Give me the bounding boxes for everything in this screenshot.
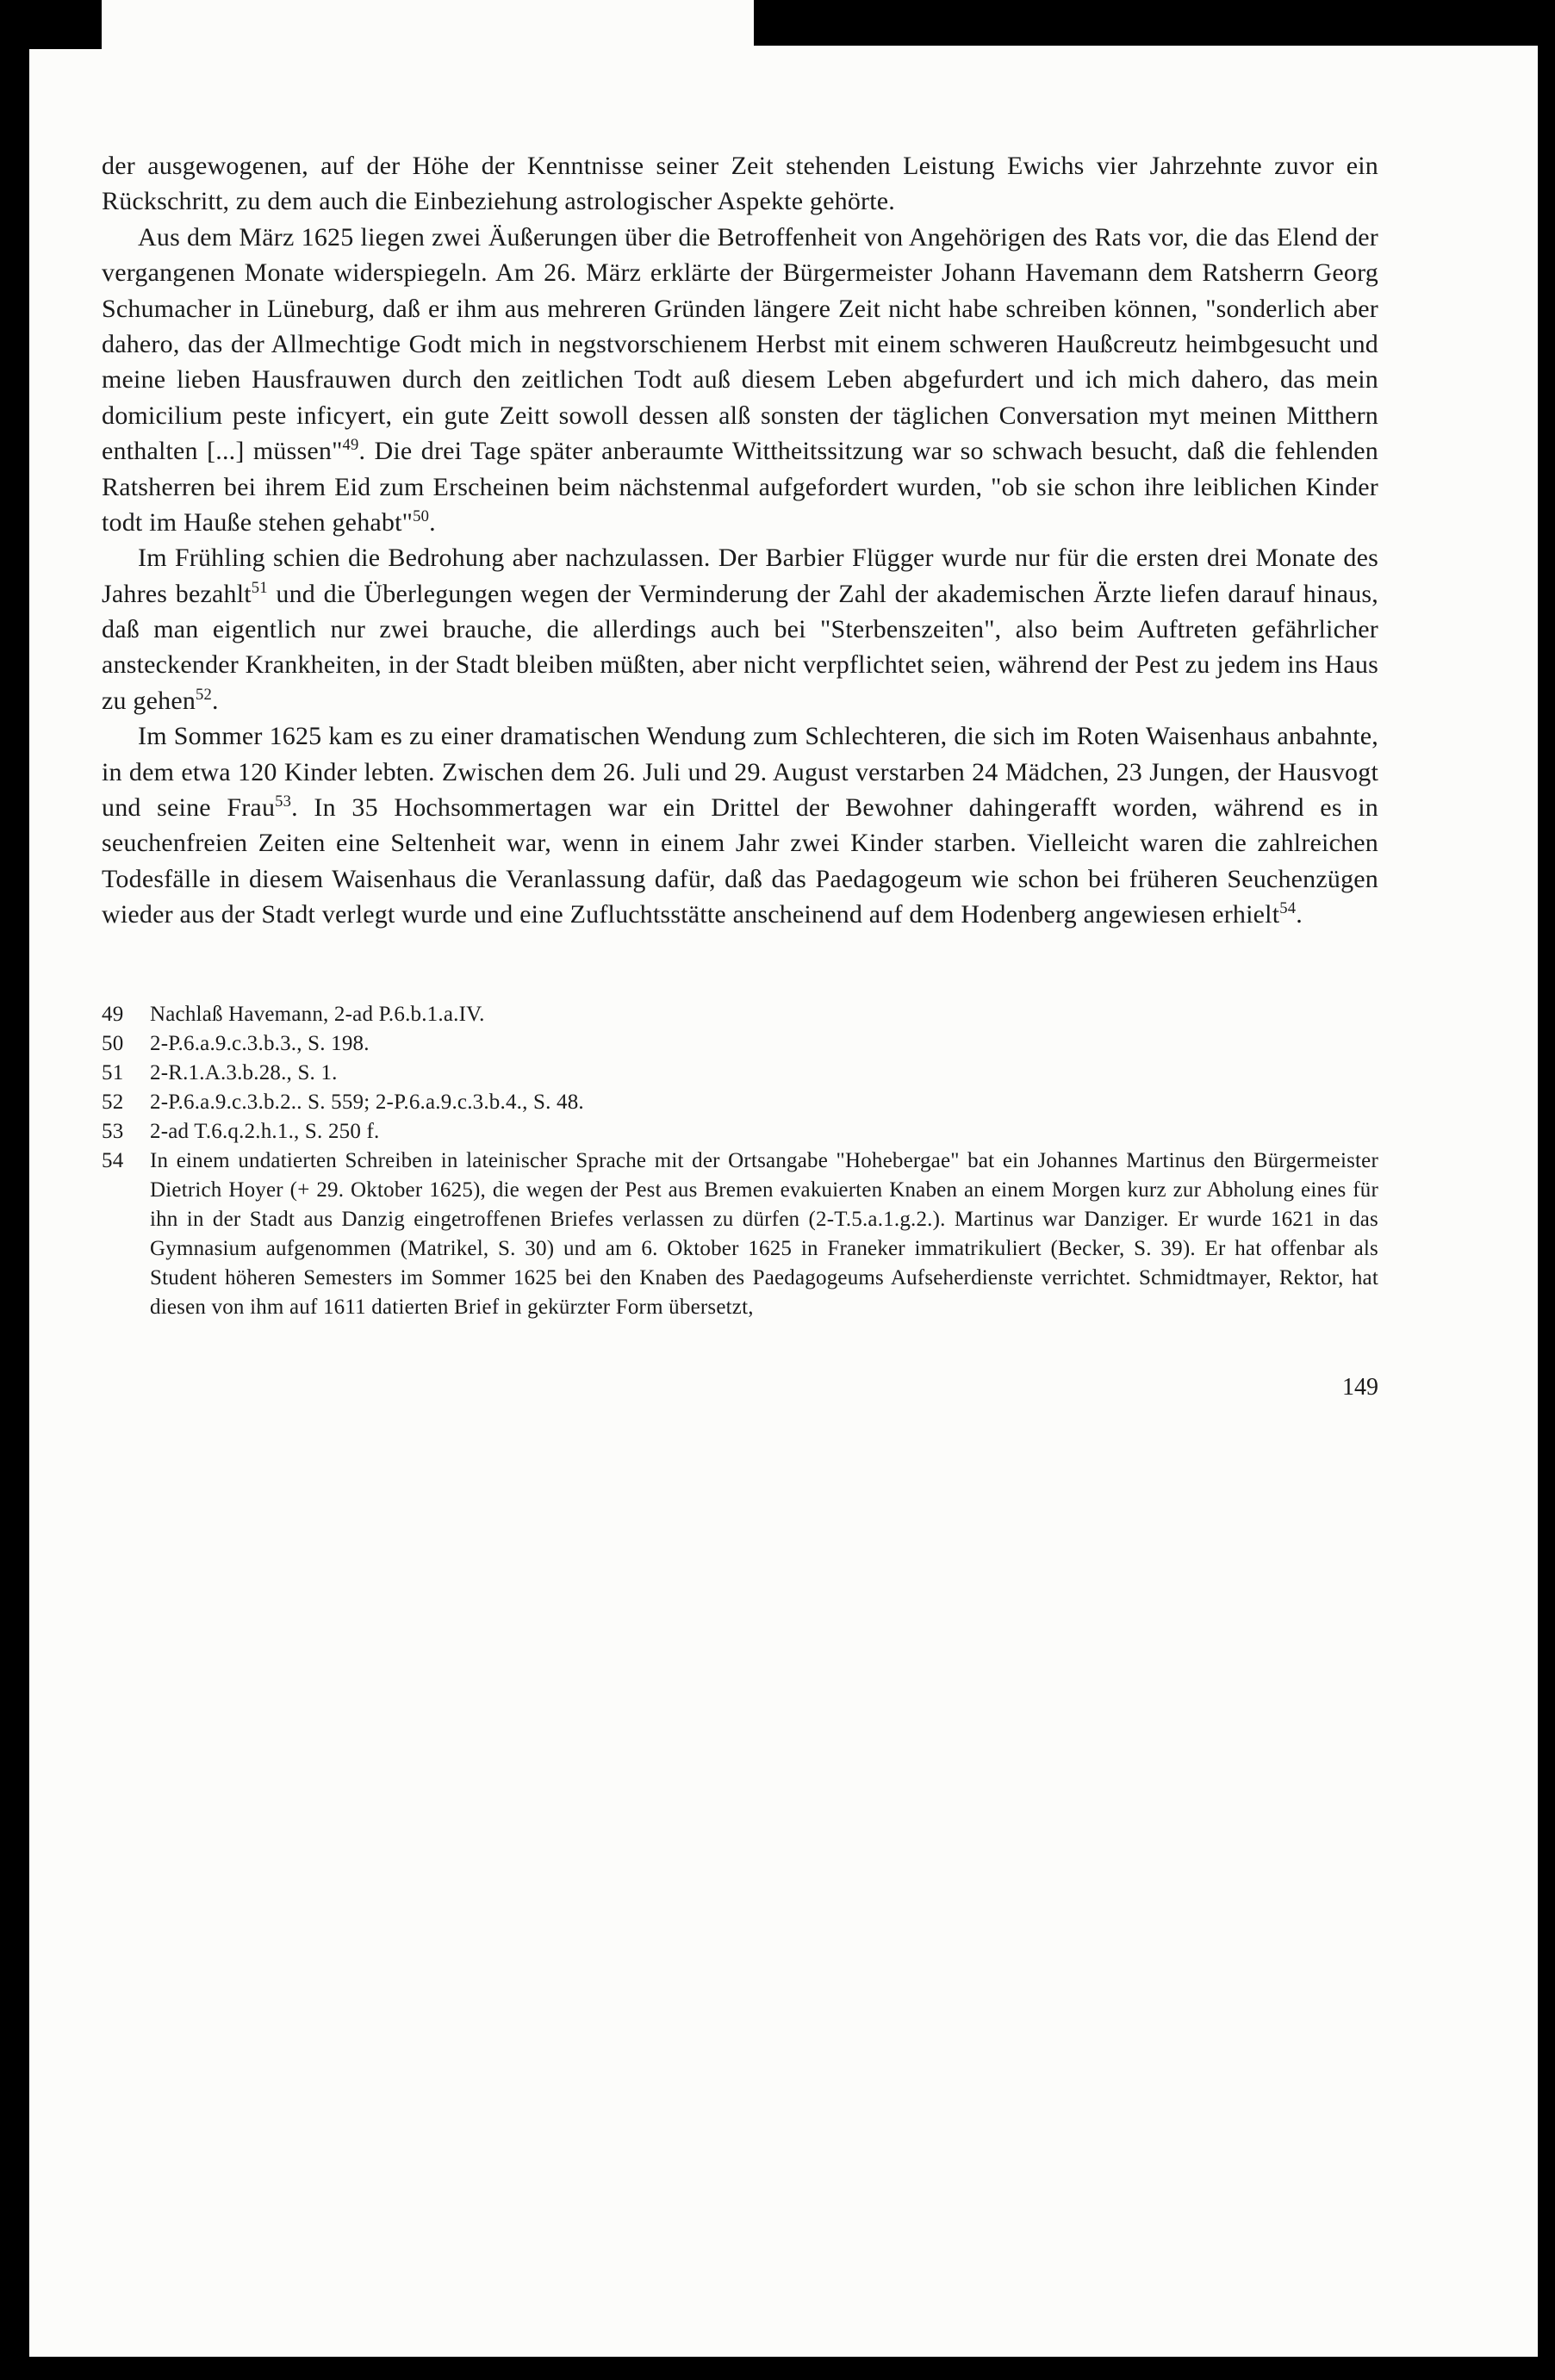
paragraph-text: Im Sommer 1625 kam es zu einer dramatischen Wendung zum Schlechteren, die sich im Roten Waisenhaus anbahnte, in dem etwa 120 Kinder lebten. Zwischen dem 26. Juli und 29. August verstarben 24 Mädchen, 23 Jungen, der Hausvogt und seine Frau [102, 722, 1378, 823]
footnote-text: 2-P.6.a.9.c.3.b.2.. S. 559; 2-P.6.a.9.c.3.b.4., S. 48. [150, 1090, 584, 1114]
footnote-number: 49 [102, 1002, 124, 1026]
footnote-text: 2-P.6.a.9.c.3.b.3., S. 198. [150, 1031, 370, 1055]
scan-artifact-bottom-edge [0, 2357, 1555, 2380]
paragraph-text: der ausgewogenen, auf der Höhe der Kenntnisse seiner Zeit stehenden Leistung Ewichs vier Jahrzehnte zuvor ein Rückschritt, zu dem auch die Einbeziehung astrologischer Aspekte gehörte. [102, 152, 1378, 216]
footnote-text: In einem undatierten Schreiben in lateinischer Sprache mit der Ortsangabe "Hohebergae" bat ein Johannes Martinus den Bürgermeister Dietrich Hoyer (+ 29. Oktober 1625), die wegen der Pest aus Bremen evakuierten Knaben an einem Morgen kurz zur Abholung eines für ihn in der Stadt aus Danzig eingetroffenen Briefes verlassen zu dürfen (2-T.5.a.1.g.2.). Martinus war Danziger. Er wurde 1621 in das Gymnasium aufgenommen (Matrikel, S. 30) und am 6. Oktober 1625 in Franeker immatrikuliert (Becker, S. 39). Er hat offenbar als Student höheren Semesters im Sommer 1625 bei den Knaben des Paedagogeums Aufseherdienste verrichtet. Schmidtmayer, Rektor, hat diesen von ihm auf 1611 datierten Brief in gekürzter Form übersetzt, [150, 1148, 1378, 1319]
footnote-number: 51 [102, 1060, 124, 1084]
paragraph-text: . [1296, 900, 1303, 929]
footnote-ref-52: 52 [196, 685, 213, 704]
footnote-number: 54 [102, 1148, 124, 1172]
body-paragraph-2 [102, 220, 1378, 541]
paragraph-text: . In 35 Hochsommertagen war ein Drittel der Bewohner dahingerafft worden, während es in seuchenfreien Zeiten eine Seltenheit war, wenn in einem Jahr zwei Kinder starben. Vielleicht waren die zahlreichen Todesfälle in diesem Waisenhaus die Veranlassung dafür, daß das Paedagogeum wie schon bei früheren Seuchenzügen wieder aus der Stadt verlegt wurde und eine Zufluchtsstätte anscheinend auf dem Hodenberg angewiesen erhielt [102, 793, 1378, 929]
scan-artifact-top-right-band [754, 0, 1555, 46]
footnotes-section [102, 1000, 1378, 1322]
body-paragraph-4 [102, 718, 1378, 932]
page-number: 149 [1342, 1373, 1378, 1401]
footnote-53 [102, 1117, 1378, 1147]
scan-artifact-right-edge [1538, 0, 1555, 2380]
body-paragraph-3 [102, 540, 1378, 718]
footnote-49 [102, 1000, 1378, 1029]
footnote-ref-53: 53 [275, 792, 292, 811]
footnote-50 [102, 1029, 1378, 1059]
text-block [102, 148, 1378, 1401]
footnote-text: 2-R.1.A.3.b.28., S. 1. [150, 1060, 338, 1084]
paragraph-text: . [429, 507, 436, 537]
paragraph-text: und die Überlegungen wegen der Verminderung der Zahl der akademischen Ärzte liefen darauf hinaus, daß man eigentlich nur zwei brauche, die allerdings auch bei "Sterbenszeiten", also beim Auftreten gefährlicher ansteckender Krankheiten, in der Stadt bleiben müßten, aber nicht verpflichtet seien, während der Pest zu jedem ins Haus zu gehen [102, 579, 1378, 715]
footnote-ref-50: 50 [413, 506, 430, 525]
footnote-51 [102, 1059, 1378, 1088]
footnote-ref-49: 49 [342, 436, 359, 455]
body-paragraph-1 [102, 148, 1378, 220]
footnote-ref-51: 51 [251, 578, 268, 597]
paragraph-text: . [212, 686, 219, 715]
footnote-text: Nachlaß Havemann, 2-ad P.6.b.1.a.IV. [150, 1002, 485, 1026]
footnote-number: 50 [102, 1031, 124, 1055]
paragraph-text: Im Frühling schien die Bedrohung aber nachzulassen. Der Barbier Flügger wurde nur für die ersten drei Monate des Jahres bezahlt [102, 544, 1378, 608]
footnote-number: 53 [102, 1119, 124, 1143]
footnote-52 [102, 1088, 1378, 1117]
footnote-54 [102, 1147, 1378, 1322]
footnote-ref-54: 54 [1279, 899, 1297, 918]
footnote-number: 52 [102, 1090, 124, 1114]
paragraph-text: Aus dem März 1625 liegen zwei Äußerungen über die Betroffenheit von Angehörigen des Rats vor, die das Elend der vergangenen Monate widerspiegeln. Am 26. März erklärte der Bürgermeister Johann Havemann dem Ratsherrn Georg Schumacher in Lüneburg, daß er ihm aus mehreren Gründen längere Zeit nicht habe schreiben können, "sonderlich aber dahero, das der Allmechtige Godt mich in negstvorschienem Herbst mit einem schweren Haußcreutz heimbgesucht und meine lieben Hausfrauwen durch den zeitlichen Todt auß diesem Leben abgefurdert und ich mich dahero, das mein domicilium peste inficyert, ein gute Zeitt sowoll dessen alß sonsten der täglichen Conversation myt meinen Mitthern enthalten [...] müssen" [102, 222, 1378, 466]
scan-artifact-left-edge [0, 0, 29, 2380]
paragraph-text: . Die drei Tage später anberaumte Wittheitssitzung war so schwach besucht, daß die fehlenden Ratsherren bei ihrem Eid zum Erscheinen beim nächstenmal aufgefordert wurden, "ob sie schon ihre leiblichen Kinder todt im Hauße stehen gehabt" [102, 437, 1378, 537]
footnote-text: 2-ad T.6.q.2.h.1., S. 250 f. [150, 1119, 380, 1143]
